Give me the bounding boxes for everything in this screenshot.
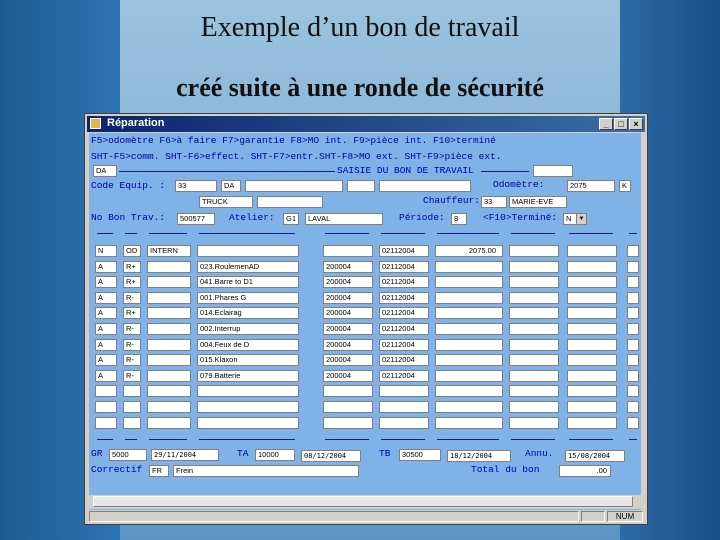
chauffeur-name-field[interactable]: MARIE-EVE (509, 196, 567, 208)
grid-cell-c1[interactable]: A (95, 292, 117, 304)
grid-cell-c3[interactable] (147, 292, 191, 304)
grid-cell-c3[interactable] (147, 323, 191, 335)
status-panel-main (89, 511, 579, 522)
grid-cell-c2[interactable]: R- (123, 370, 141, 382)
grid-cell-c7[interactable] (435, 261, 503, 273)
grid-cell-c10[interactable] (627, 292, 639, 304)
grid-cell-c5[interactable]: 200004 (323, 370, 373, 382)
grid-cell-c4[interactable]: 023.RoulemenAD (197, 261, 299, 273)
grid-cell-c5[interactable] (323, 401, 373, 413)
grid-cell-c6[interactable] (379, 401, 429, 413)
grid-cell-c2[interactable]: R+ (123, 276, 141, 288)
ta-field[interactable]: 10000 (255, 449, 295, 461)
grid-cell-c3[interactable]: INTERN (147, 245, 191, 257)
grid-cell-c10[interactable] (627, 339, 639, 351)
grid-cell-c6[interactable]: 02112004 (379, 276, 429, 288)
grid-cell-c8[interactable] (509, 276, 559, 288)
grid-cell-c8[interactable] (509, 354, 559, 366)
grid-cell-c6[interactable]: 02112004 (379, 354, 429, 366)
annu-label: Annu. (525, 448, 554, 459)
grid-cell-c6[interactable]: 02112004 (379, 370, 429, 382)
grid-cell-c6[interactable]: 02112004 (379, 323, 429, 335)
grid-cell-c4[interactable]: 014.Eclairag (197, 307, 299, 319)
grid-cell-c9[interactable] (567, 385, 617, 397)
column-footer-rule (511, 439, 555, 440)
column-footer-rule (569, 439, 613, 440)
ta-label: TA (237, 448, 249, 459)
grid-cell-c10[interactable] (627, 307, 639, 319)
scrollbar-thumb[interactable] (93, 496, 633, 507)
grid-cell-c7[interactable] (435, 339, 503, 351)
section-title: SAISIE DU BON DE TRAVAIL (337, 165, 474, 176)
grid-cell-c2[interactable]: R+ (123, 307, 141, 319)
grid-cell-c7[interactable] (435, 307, 503, 319)
column-footer-rule (199, 439, 295, 440)
grid-cell-c6[interactable]: 02112004 (379, 261, 429, 273)
periode-field[interactable]: 8 (451, 213, 467, 225)
grid-cell-c3[interactable] (147, 307, 191, 319)
grid-cell-c9[interactable] (567, 323, 617, 335)
grid-cell-c3[interactable] (147, 417, 191, 429)
grid-cell-c9[interactable] (567, 339, 617, 351)
termine-value: N (566, 214, 572, 223)
grid-cell-c7[interactable] (435, 276, 503, 288)
grid-cell-c7[interactable] (435, 370, 503, 382)
chevron-down-icon[interactable]: ▼ (576, 214, 586, 224)
grid-cell-c10[interactable] (627, 385, 639, 397)
grid-cell-c4[interactable] (197, 417, 299, 429)
date-field-2[interactable]: 08/12/2004 (301, 450, 361, 462)
grid-cell-c5[interactable]: 200004 (323, 292, 373, 304)
title-rule-left (119, 171, 335, 172)
grid-cell-c2[interactable]: R- (123, 354, 141, 366)
total-label: Total du bon (471, 464, 540, 475)
grid-cell-c4[interactable]: 015.Klaxon (197, 354, 299, 366)
grid-cell-c3[interactable] (147, 354, 191, 366)
date-field-4[interactable]: 15/08/2004 (565, 450, 625, 462)
grid-cell-c4[interactable]: 041.Barre to D1 (197, 276, 299, 288)
column-header-rule (511, 233, 555, 234)
grid-cell-c9[interactable] (567, 370, 617, 382)
column-header-rule (569, 233, 613, 234)
help-line-2: SHT-F5>comm. SHT-F6>effect. SHT-F7>entr.SHT-F8>MO ext. SHT-F9>pièce ext. (91, 151, 502, 162)
code-equip-label: Code Equip. : (91, 180, 166, 191)
grid-cell-c5[interactable] (323, 417, 373, 429)
grid-cell-c10[interactable] (627, 401, 639, 413)
odometre-unit-field[interactable]: K (619, 180, 631, 192)
grid-cell-c1[interactable]: A (95, 323, 117, 335)
correctif-code-field[interactable]: FR (149, 465, 169, 477)
grid-cell-c5[interactable]: 200004 (323, 261, 373, 273)
grid-cell-c7[interactable] (435, 401, 503, 413)
gr-label: GR (91, 448, 103, 459)
chauffeur-label: Chauffeur: (423, 195, 481, 206)
column-footer-rule (325, 439, 369, 440)
grid-cell-c7[interactable]: 2075.00 (435, 245, 503, 257)
grid-cell-c7[interactable] (435, 323, 503, 335)
tb-label: TB (379, 448, 391, 459)
grid-cell-c3[interactable] (147, 339, 191, 351)
grid-cell-c8[interactable] (509, 401, 559, 413)
grid-cell-c8[interactable] (509, 245, 559, 257)
grid-cell-c2[interactable]: R- (123, 339, 141, 351)
periode-label: Période: (399, 212, 445, 223)
grid-cell-c1[interactable] (95, 417, 117, 429)
grid-cell-c1[interactable] (95, 401, 117, 413)
grid-cell-c7[interactable] (435, 385, 503, 397)
grid-cell-c3[interactable] (147, 401, 191, 413)
grid-cell-c1[interactable]: A (95, 276, 117, 288)
grid-cell-c5[interactable] (323, 385, 373, 397)
grid-cell-c9[interactable] (567, 307, 617, 319)
grid-cell-c1[interactable]: A (95, 307, 117, 319)
grid-cell-c2[interactable] (123, 385, 141, 397)
grid-cell-c10[interactable] (627, 261, 639, 273)
column-footer-rule (381, 439, 425, 440)
grid-cell-c9[interactable] (567, 292, 617, 304)
column-footer-rule (629, 439, 637, 440)
grid-cell-c8[interactable] (509, 385, 559, 397)
minimize-button[interactable]: _ (599, 118, 613, 130)
correctif-desc-field[interactable]: Frein (173, 465, 359, 477)
grid-cell-c2[interactable] (123, 401, 141, 413)
grid-cell-c2[interactable]: R- (123, 292, 141, 304)
termine-label: <F10>Terminé: (483, 212, 558, 223)
bon-field[interactable]: 500577 (177, 213, 215, 225)
column-header-rule (149, 233, 187, 234)
column-footer-rule (149, 439, 187, 440)
grid-cell-c7[interactable] (435, 417, 503, 429)
num-lock-indicator: NUM (607, 511, 643, 522)
grid-cell-c5[interactable] (323, 245, 373, 257)
vehicle-field[interactable]: TRUCK (199, 196, 253, 208)
column-header-rule (629, 233, 637, 234)
grid-cell-c8[interactable] (509, 261, 559, 273)
grid-cell-c5[interactable]: 200004 (323, 354, 373, 366)
grid-cell-c1[interactable]: N (95, 245, 117, 257)
chauffeur-no-field[interactable]: 33 (481, 196, 507, 208)
grid-cell-c10[interactable] (627, 323, 639, 335)
grid-cell-c4[interactable]: 079.Batterie (197, 370, 299, 382)
odometre-field[interactable]: 2075 (567, 180, 615, 192)
grid-cell-c10[interactable] (627, 245, 639, 257)
grid-cell-c3[interactable] (147, 261, 191, 273)
grid-cell-c1[interactable]: A (95, 354, 117, 366)
grid-cell-c6[interactable] (379, 385, 429, 397)
column-footer-rule (97, 439, 113, 440)
grid-cell-c9[interactable] (567, 354, 617, 366)
grid-cell-c7[interactable] (435, 292, 503, 304)
total-field[interactable]: .00 (559, 465, 611, 477)
blank-field-top-right[interactable] (533, 165, 573, 177)
grid-cell-c3[interactable] (147, 385, 191, 397)
grid-cell-c8[interactable] (509, 323, 559, 335)
grid-cell-c10[interactable] (627, 276, 639, 288)
grid-cell-c9[interactable] (567, 276, 617, 288)
grid-cell-c2[interactable]: R+ (123, 261, 141, 273)
equip-extra-field-2[interactable] (379, 180, 471, 192)
column-header-rule (437, 233, 499, 234)
grid-cell-c6[interactable]: 02112004 (379, 245, 429, 257)
column-footer-rule (125, 439, 137, 440)
status-panel-blank (581, 511, 605, 522)
grid-cell-c6[interactable] (379, 417, 429, 429)
grid-cell-c4[interactable] (197, 385, 299, 397)
column-header-rule (325, 233, 369, 234)
reparation-window (84, 113, 648, 525)
grid-cell-c10[interactable] (627, 354, 639, 366)
grid-cell-c8[interactable] (509, 307, 559, 319)
grid-cell-c5[interactable]: 200004 (323, 339, 373, 351)
equip-desc-field[interactable] (245, 180, 343, 192)
form-canvas (89, 133, 641, 510)
column-header-rule (97, 233, 113, 234)
close-button[interactable]: × (629, 118, 643, 130)
bon-label: No Bon Trav.: (91, 212, 166, 223)
maximize-button[interactable]: □ (614, 118, 628, 130)
slide-subtitle: créé suite à une ronde de sécurité (176, 73, 544, 102)
grid-cell-c1[interactable]: A (95, 370, 117, 382)
vehicle-extra-field[interactable] (257, 196, 323, 208)
grid-cell-c8[interactable] (509, 292, 559, 304)
grid-cell-c8[interactable] (509, 370, 559, 382)
grid-cell-c5[interactable]: 200004 (323, 276, 373, 288)
app-icon (90, 118, 101, 129)
equip-type-field[interactable]: DA (221, 180, 241, 192)
grid-cell-c7[interactable] (435, 354, 503, 366)
grid-cell-c1[interactable]: A (95, 339, 117, 351)
gr-field[interactable]: 5000 (109, 449, 147, 461)
grid-cell-c6[interactable]: 02112004 (379, 292, 429, 304)
grid-cell-c5[interactable]: 200004 (323, 323, 373, 335)
date-field-1[interactable]: 29/11/2004 (151, 449, 219, 461)
grid-cell-c10[interactable] (627, 370, 639, 382)
help-line-1: F5>odomètre F6>à faire F7>garantie F8>MO int. F9>pièce int. F10>terminé (91, 135, 496, 146)
tb-field[interactable]: 30500 (399, 449, 441, 461)
horizontal-scrollbar[interactable] (89, 495, 641, 509)
grid-cell-c9[interactable] (567, 261, 617, 273)
grid-cell-c8[interactable] (509, 417, 559, 429)
title-rule-right (481, 171, 529, 172)
grid-cell-c1[interactable]: A (95, 261, 117, 273)
column-header-rule (199, 233, 295, 234)
window-title: Réparation (107, 117, 165, 129)
atelier-name-field[interactable]: LAVAL (305, 213, 383, 225)
grid-cell-c9[interactable] (567, 245, 617, 257)
grid-cell-c9[interactable] (567, 401, 617, 413)
atelier-code-field[interactable]: G1 (283, 213, 299, 225)
column-header-rule (381, 233, 425, 234)
atelier-label: Atelier: (229, 212, 275, 223)
date-field-3[interactable]: 18/12/2004 (447, 450, 511, 462)
grid-cell-c10[interactable] (627, 417, 639, 429)
grid-cell-c3[interactable] (147, 276, 191, 288)
grid-cell-c4[interactable]: 001.Phares G (197, 292, 299, 304)
code-equip-field[interactable]: 33 (175, 180, 217, 192)
grid-cell-c2[interactable]: R- (123, 323, 141, 335)
correctif-label: Correctif (91, 464, 143, 475)
odometre-label: Odomètre: (493, 179, 545, 190)
grid-cell-c6[interactable]: 02112004 (379, 307, 429, 319)
termine-select[interactable] (563, 213, 587, 225)
grid-cell-c9[interactable] (567, 417, 617, 429)
grid-cell-c4[interactable]: 002.Interrup (197, 323, 299, 335)
grid-cell-c6[interactable]: 02112004 (379, 339, 429, 351)
da-field[interactable]: DA (93, 165, 117, 177)
status-bar (87, 510, 645, 523)
grid-cell-c4[interactable] (197, 401, 299, 413)
grid-cell-c1[interactable] (95, 385, 117, 397)
window-titlebar (87, 116, 645, 132)
slide-title: Exemple d’un bon de travail (200, 12, 520, 43)
column-header-rule (125, 233, 137, 234)
grid-cell-c8[interactable] (509, 339, 559, 351)
grid-cell-c2[interactable] (123, 417, 141, 429)
grid-cell-c4[interactable] (197, 245, 299, 257)
column-footer-rule (437, 439, 499, 440)
grid-cell-c5[interactable]: 200004 (323, 307, 373, 319)
grid-cell-c2[interactable]: OD (123, 245, 141, 257)
grid-cell-c3[interactable] (147, 370, 191, 382)
grid-cell-c4[interactable]: 004.Feux de D (197, 339, 299, 351)
equip-extra-field-1[interactable] (347, 180, 375, 192)
